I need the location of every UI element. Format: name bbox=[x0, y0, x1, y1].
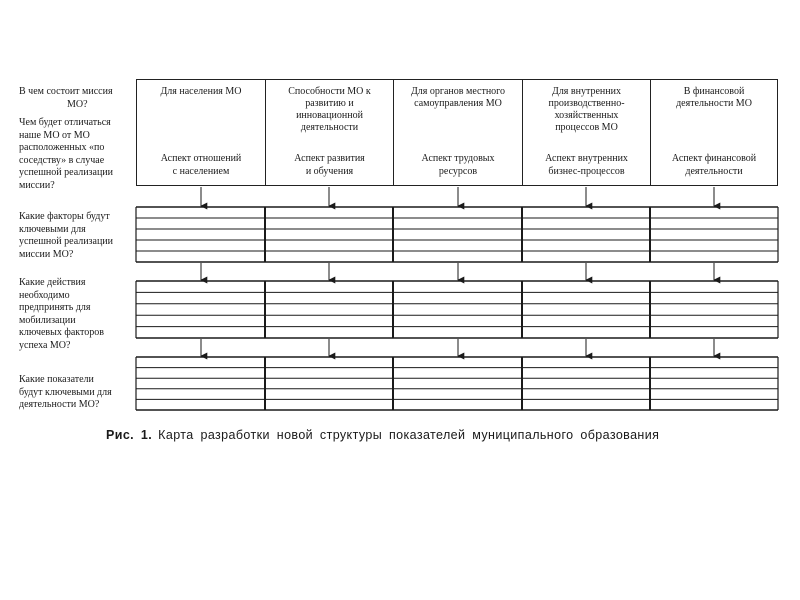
perspective-title-line: В финансовой bbox=[683, 86, 745, 97]
perspective-title-line: Для органов местного bbox=[410, 86, 506, 97]
perspective-title-line: производственно- bbox=[548, 98, 625, 109]
question-line: предпринять для bbox=[19, 302, 91, 313]
aspect-line: деятельности bbox=[685, 165, 743, 177]
aspect-line: Аспект развития bbox=[294, 153, 365, 164]
perspective-title-line: деятельности bbox=[300, 122, 359, 133]
question-line: будут ключевыми для bbox=[19, 386, 112, 398]
perspective-title-line: хозяйственных bbox=[554, 110, 619, 121]
question-line: наше МО от МО bbox=[19, 129, 90, 141]
perspective-title-line: инновационной bbox=[296, 110, 363, 121]
question-line: Чем будет отличаться bbox=[19, 117, 111, 128]
figure-caption-text: Карта разработки новой структуры показателей муниципального образования bbox=[158, 428, 660, 442]
perspective-title-line: развитию и bbox=[305, 98, 354, 109]
row-grid-block bbox=[136, 207, 778, 262]
aspect-line: бизнес-процессов bbox=[548, 165, 625, 177]
aspect-line: Аспект отношений bbox=[160, 153, 242, 164]
question-line: ключевых факторов bbox=[19, 327, 104, 338]
figure-label: Рис. 1. bbox=[106, 428, 153, 442]
perspective-title-line: деятельности МО bbox=[676, 98, 752, 109]
question-line: миссии? bbox=[19, 179, 55, 191]
question-line: расположенных «по bbox=[19, 142, 105, 153]
question-line: успешной реализации bbox=[19, 236, 114, 247]
perspective-title-line: процессов МО bbox=[555, 122, 618, 133]
aspect-line: Аспект трудовых bbox=[421, 153, 495, 164]
question-line: соседству» в случае bbox=[19, 154, 105, 166]
aspect-line: с населением bbox=[172, 165, 230, 177]
question-line: Какие факторы будут bbox=[19, 211, 110, 222]
aspect-line: Аспект финансовой bbox=[671, 153, 757, 164]
figure-caption bbox=[106, 428, 659, 442]
question-line: успеха МО? bbox=[19, 339, 71, 351]
question-line: ключевыми для bbox=[19, 223, 86, 235]
row-grid-block bbox=[136, 281, 778, 338]
question-line: МО? bbox=[67, 98, 88, 110]
question-line: миссии МО? bbox=[19, 248, 74, 260]
question-line: успешной реализации bbox=[19, 167, 114, 178]
question-line: Какие показатели bbox=[19, 374, 94, 385]
question-line: В чем состоит миссия bbox=[19, 86, 113, 97]
perspective-title-line: Способности МО к bbox=[288, 86, 371, 97]
question-line: необходимо bbox=[19, 289, 70, 301]
perspective-title-line: самоуправления МО bbox=[414, 98, 502, 109]
question-line: Какие действия bbox=[19, 277, 86, 288]
aspect-line: Аспект внутренних bbox=[545, 153, 628, 164]
arrow-layer bbox=[201, 187, 714, 356]
question-line: мобилизации bbox=[19, 314, 76, 326]
row-grid-block bbox=[136, 357, 778, 410]
perspective-title-line: Для населения МО bbox=[160, 86, 242, 97]
question-line: деятельности МО? bbox=[19, 399, 100, 410]
grid-layer bbox=[136, 207, 778, 410]
perspective-title-line: Для внутренних bbox=[552, 86, 621, 97]
aspect-line: и обучения bbox=[305, 165, 354, 177]
aspect-line: ресурсов bbox=[438, 165, 478, 177]
